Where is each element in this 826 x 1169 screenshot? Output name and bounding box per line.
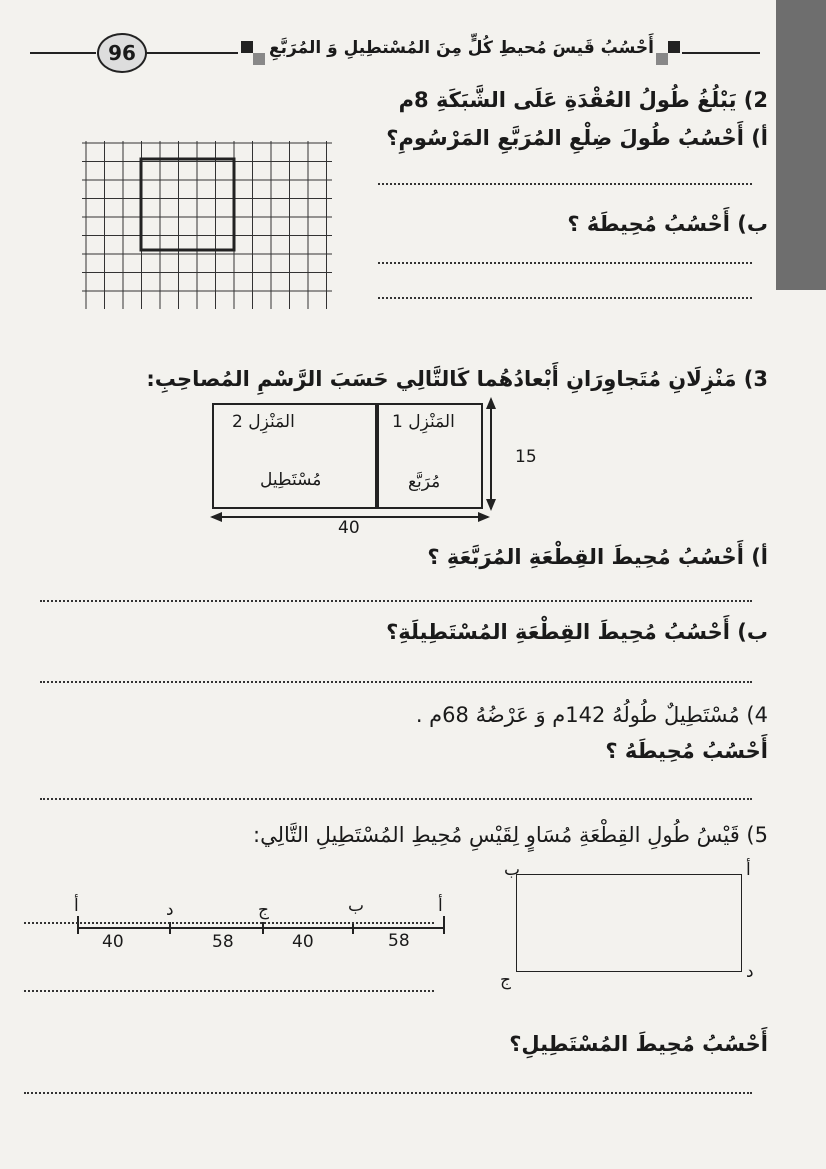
answer-line[interactable] bbox=[40, 600, 752, 602]
answer-line[interactable] bbox=[40, 798, 752, 800]
segment-value: 40 bbox=[102, 932, 124, 952]
segment-value: 58 bbox=[388, 931, 410, 951]
segment-point-label: ج bbox=[258, 900, 269, 920]
segment-point-label: د bbox=[166, 900, 174, 920]
header-square-icon bbox=[241, 41, 253, 53]
rect-corner-label: أ bbox=[746, 860, 751, 880]
answer-line[interactable] bbox=[378, 183, 752, 185]
segment-point-label: أ bbox=[438, 896, 443, 916]
grid-figure bbox=[82, 141, 332, 309]
q5-rectangle bbox=[516, 874, 742, 972]
answer-line[interactable] bbox=[24, 1092, 752, 1094]
q3-intro: 3) مَنْزِلَانِ مُتَجاوِرَانِ أَبْعادُهُما كَالتَّالِي حَسَبَ الرَّسْمِ المُصاحِبِ: bbox=[146, 367, 768, 391]
house2-label: المَنْزِل 2 bbox=[232, 412, 295, 432]
answer-line[interactable] bbox=[24, 922, 434, 924]
drawn-square bbox=[141, 159, 234, 250]
q5-question: أَحْسُبُ مُحِيطَ المُسْتَطِيلِ؟ bbox=[509, 1032, 768, 1056]
answer-line[interactable] bbox=[378, 262, 752, 264]
q2-part-a: أ) أَحْسُبُ طُولَ ضِلْعِ المُرَبَّعِ المَرْسُومِ؟ bbox=[386, 126, 768, 150]
q2-part-b: ب) أَحْسُبُ مُحِيطَهُ ؟ bbox=[567, 212, 768, 236]
q4-intro: 4) مُسْتَطِيلٌ طُولُهُ 142م وَ عَرْضُهُ 68م . bbox=[415, 703, 768, 727]
q3-part-a: أ) أَحْسُبُ مُحِيطَ القِطْعَةِ المُرَبَّعَةِ ؟ bbox=[427, 545, 768, 569]
house1-label: المَنْزِل 1 bbox=[392, 412, 455, 432]
q5-intro: 5) قَيْسُ طُولِ القِطْعَةِ مُسَاوٍ لِقَيْسِ مُحِيطِ المُسْتَطِيلِ التَّالِي: bbox=[253, 823, 768, 847]
answer-line[interactable] bbox=[24, 990, 434, 992]
house1-shape: مُرَبَّع bbox=[408, 472, 441, 492]
rect-corner-label: ج bbox=[500, 970, 511, 990]
width-value: 40 bbox=[338, 518, 360, 538]
rect-corner-label: د bbox=[746, 962, 754, 982]
header-rule-left bbox=[30, 52, 96, 54]
q4-question: أَحْسُبُ مُحِيطَهُ ؟ bbox=[605, 739, 768, 763]
house2-shape: مُسْتَطِيل bbox=[260, 470, 322, 490]
dimension-arrows bbox=[206, 395, 536, 535]
segment-value: 58 bbox=[212, 932, 234, 952]
q3-part-b: ب) أَحْسُبُ مُحِيطَ القِطْعَةِ المُسْتَطِيلَةِ؟ bbox=[386, 620, 768, 644]
header-square-icon bbox=[253, 53, 265, 65]
header-square-icon bbox=[656, 53, 668, 65]
segment-point-label: ب bbox=[348, 896, 365, 916]
header-rule-right bbox=[682, 52, 760, 54]
side-tab bbox=[776, 0, 826, 290]
header-rule-mid bbox=[146, 52, 238, 54]
answer-line[interactable] bbox=[378, 297, 752, 299]
rect-corner-label: ب bbox=[504, 860, 521, 880]
answer-line[interactable] bbox=[40, 681, 752, 683]
page-number: 96 bbox=[97, 33, 147, 73]
header-square-icon bbox=[668, 41, 680, 53]
segment-point-label: أ bbox=[74, 896, 79, 916]
q2-intro: 2) يَبْلُغُ طُولُ العُقْدَةِ عَلَى الشَّبَكَةِ 8م bbox=[398, 88, 768, 112]
page-title: أَحْسُبُ قَيسَ مُحيطِ كُلٍّ مِنَ المُسْتطِيلِ وَ المُرَبَّعِ bbox=[269, 38, 654, 58]
segment-value: 40 bbox=[292, 932, 314, 952]
height-value: 15 bbox=[515, 447, 537, 467]
